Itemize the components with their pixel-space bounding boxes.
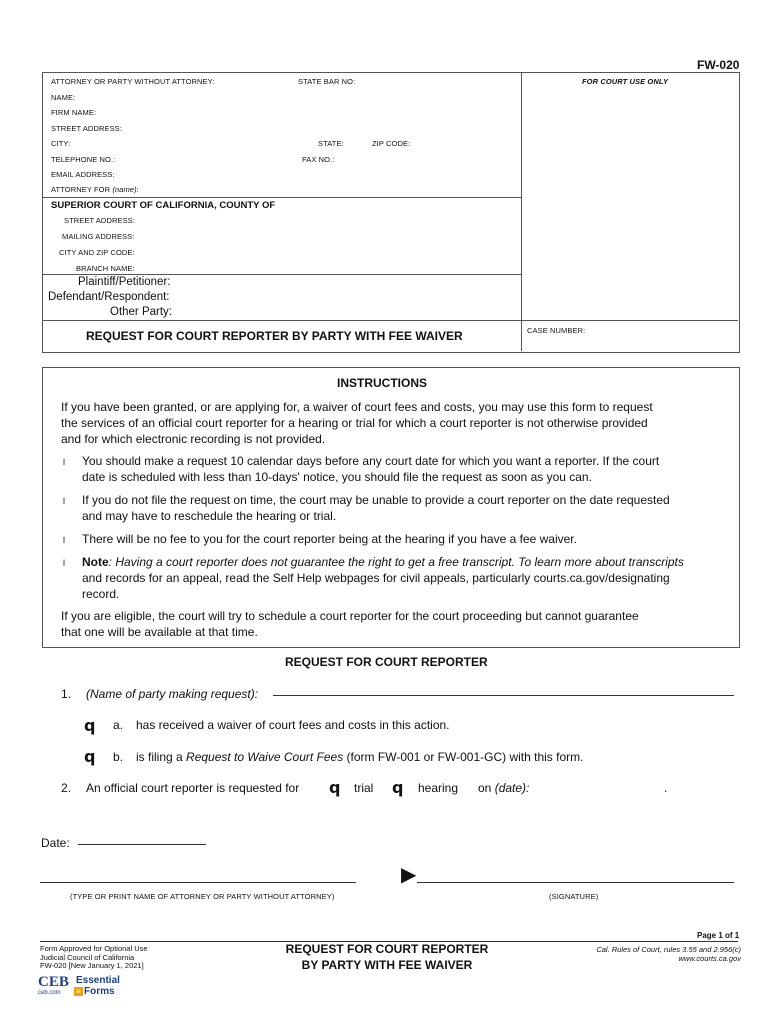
- item-a-letter: a.: [113, 718, 124, 732]
- bullet-3: l: [63, 535, 65, 545]
- other-party-label: Other Party:: [110, 306, 172, 318]
- bullet-1-line-2: date is scheduled with less than 10-days' notice, you should file the request as soon as you can.: [82, 470, 592, 484]
- on-text: on: [478, 781, 492, 795]
- street-label: STREET ADDRESS:: [51, 124, 122, 133]
- zip-label: ZIP CODE:: [372, 139, 411, 148]
- rules-block: [560, 945, 741, 963]
- item-b-form-name: Request to Waive Court Fees: [186, 750, 344, 764]
- state-label: STATE:: [318, 139, 344, 148]
- checkbox-trial[interactable]: q: [329, 778, 341, 797]
- city-label: CITY:: [51, 139, 71, 148]
- on-label: [478, 780, 529, 796]
- fax-label: FAX NO.:: [302, 155, 335, 164]
- note-text: : Having a court reporter does not guarantee the right to get a free transcript. To learn more about transcripts: [108, 555, 684, 569]
- name-label: NAME:: [51, 93, 76, 102]
- firm-label: FIRM NAME:: [51, 108, 97, 117]
- divider-court: [42, 197, 522, 198]
- item-b-text-1: is filing a: [136, 750, 187, 764]
- approved-line-1: Form Approved for Optional Use: [40, 944, 148, 953]
- bullet-2: l: [63, 496, 65, 506]
- bullet-4-line-2: and records for an appeal, read the Self Help webpages for civil appeals, particularly courts.ca.gov/designating: [82, 571, 670, 585]
- instructions-closing-1: If you are eligible, the court will try to schedule a court reporter for the court proceeding but cannot guarantee: [61, 609, 639, 623]
- attorney-label: ATTORNEY OR PARTY WITHOUT ATTORNEY:: [51, 77, 215, 86]
- party-name-label: (Name of party making request):: [86, 687, 259, 701]
- bullet-1: l: [63, 457, 65, 467]
- sign-date-field[interactable]: [78, 844, 206, 845]
- item-1-number: 1.: [61, 687, 72, 701]
- bullet-4-line-3: record.: [82, 587, 120, 601]
- signature-arrow-icon: ▶: [401, 862, 417, 886]
- approved-block: [40, 945, 148, 971]
- instructions-intro-3: and for which electronic recording is not provided.: [61, 432, 326, 446]
- print-name-label: (TYPE OR PRINT NAME OF ATTORNEY OR PARTY WITHOUT ATTORNEY): [70, 892, 335, 901]
- attorney-for-name: (name): [112, 185, 137, 194]
- item-2-number: 2.: [61, 781, 72, 795]
- case-number-label: CASE NUMBER:: [527, 326, 586, 335]
- defendant-label: Defendant/Respondent:: [48, 291, 170, 303]
- approved-line-2: Judicial Council of California: [40, 952, 135, 962]
- footer-title-line-2: BY PARTY WITH FEE WAIVER: [301, 958, 473, 972]
- ceb-logo-subtext: ceb.com: [38, 990, 61, 996]
- instructions-heading: INSTRUCTIONS: [337, 376, 427, 390]
- instructions-closing-2: that one will be available at that time.: [61, 625, 258, 639]
- email-label: EMAIL ADDRESS:: [51, 170, 115, 179]
- ceb-logo: [38, 975, 70, 999]
- note-label: Note: [82, 555, 109, 569]
- request-heading: REQUEST FOR COURT REPORTER: [285, 655, 488, 669]
- court-use-divider: [521, 72, 522, 351]
- print-name-field[interactable]: [40, 882, 356, 883]
- bullet-2-line-2: and may have to reschedule the hearing or trial.: [82, 509, 337, 523]
- bullet-4: l: [63, 558, 65, 568]
- divider-parties: [42, 274, 522, 275]
- essential-forms-logo: [74, 975, 122, 999]
- instructions-intro-1: If you have been granted, or are applying for, a waiver of court fees and costs, you may use this form to request: [61, 400, 653, 414]
- courts-url: www.courts.ca.gov: [678, 954, 741, 963]
- form-id: FW-020: [697, 58, 740, 72]
- court-street-label: STREET ADDRESS:: [64, 216, 135, 225]
- checkbox-hearing[interactable]: q: [392, 778, 404, 797]
- trial-label: trial: [354, 781, 374, 795]
- court-mailing-label: MAILING ADDRESS:: [62, 232, 135, 241]
- essential-logo-row: [74, 986, 122, 997]
- date-label: (date):: [494, 781, 530, 795]
- item-b-text: [136, 749, 583, 765]
- bullet-3-line-1: There will be no fee to you for the court reporter being at the hearing if you have a fee waiver.: [82, 532, 577, 546]
- signature-field[interactable]: [417, 882, 734, 883]
- hearing-date-field[interactable]: [537, 780, 657, 796]
- sign-date-label: Date:: [41, 836, 70, 850]
- hearing-label: hearing: [418, 781, 459, 795]
- approved-line-3: FW-020 [New January 1, 2021]: [40, 961, 144, 970]
- footer-title-line-1: REQUEST FOR COURT REPORTER: [285, 942, 489, 956]
- attorney-for-colon: :: [136, 185, 139, 194]
- instructions-intro-2: the services of an official court reporter for a hearing or trial for which a court reporter is not otherwise provided: [61, 416, 648, 430]
- page-number: Page 1 of 1: [697, 931, 740, 940]
- court-title: SUPERIOR COURT OF CALIFORNIA, COUNTY OF: [51, 200, 276, 211]
- bullet-1-line-1: You should make a request 10 calendar days before any court date for which you want a reporter. If the court: [82, 454, 660, 468]
- attorney-for-label: ATTORNEY FOR: [51, 185, 111, 194]
- date-period: .: [664, 781, 668, 795]
- item-2-text: An official court reporter is requested for: [86, 781, 300, 795]
- phone-label: TELEPHONE NO.:: [51, 155, 116, 164]
- checkbox-b[interactable]: q: [84, 747, 96, 766]
- item-b-letter: b.: [113, 750, 124, 764]
- essential-logo-line-1: Essential: [76, 975, 120, 986]
- essential-logo-line-2: Forms: [84, 986, 115, 997]
- plaintiff-label: Plaintiff/Petitioner:: [78, 276, 171, 288]
- forms-icon: ≡: [74, 987, 83, 996]
- rules-citation: Cal. Rules of Court, rules 3.55 and 2.956(c): [596, 945, 741, 954]
- ceb-logo-text: CEB: [38, 974, 69, 990]
- party-name-field[interactable]: [273, 695, 734, 696]
- form-title: REQUEST FOR COURT REPORTER BY PARTY WITH FEE WAIVER: [86, 329, 463, 343]
- divider-title: [42, 320, 738, 321]
- checkbox-a[interactable]: q: [84, 716, 96, 735]
- court-city-zip-label: CITY AND ZIP CODE:: [59, 248, 135, 257]
- item-b-text-2: (form FW-001 or FW-001-GC) with this form.: [343, 750, 584, 764]
- bullet-4-line-1: [82, 554, 684, 570]
- court-use-label: FOR COURT USE ONLY: [582, 77, 669, 86]
- footer-title: [282, 941, 492, 973]
- item-a-text: has received a waiver of court fees and costs in this action.: [136, 718, 450, 732]
- state-bar-label: STATE BAR NO:: [298, 77, 356, 86]
- bullet-2-line-1: If you do not file the request on time, the court may be unable to provide a court reporter on the date requested: [82, 493, 670, 507]
- court-branch-label: BRANCH NAME:: [76, 264, 135, 273]
- signature-label: (SIGNATURE): [549, 892, 599, 901]
- attorney-for-line: [51, 185, 139, 194]
